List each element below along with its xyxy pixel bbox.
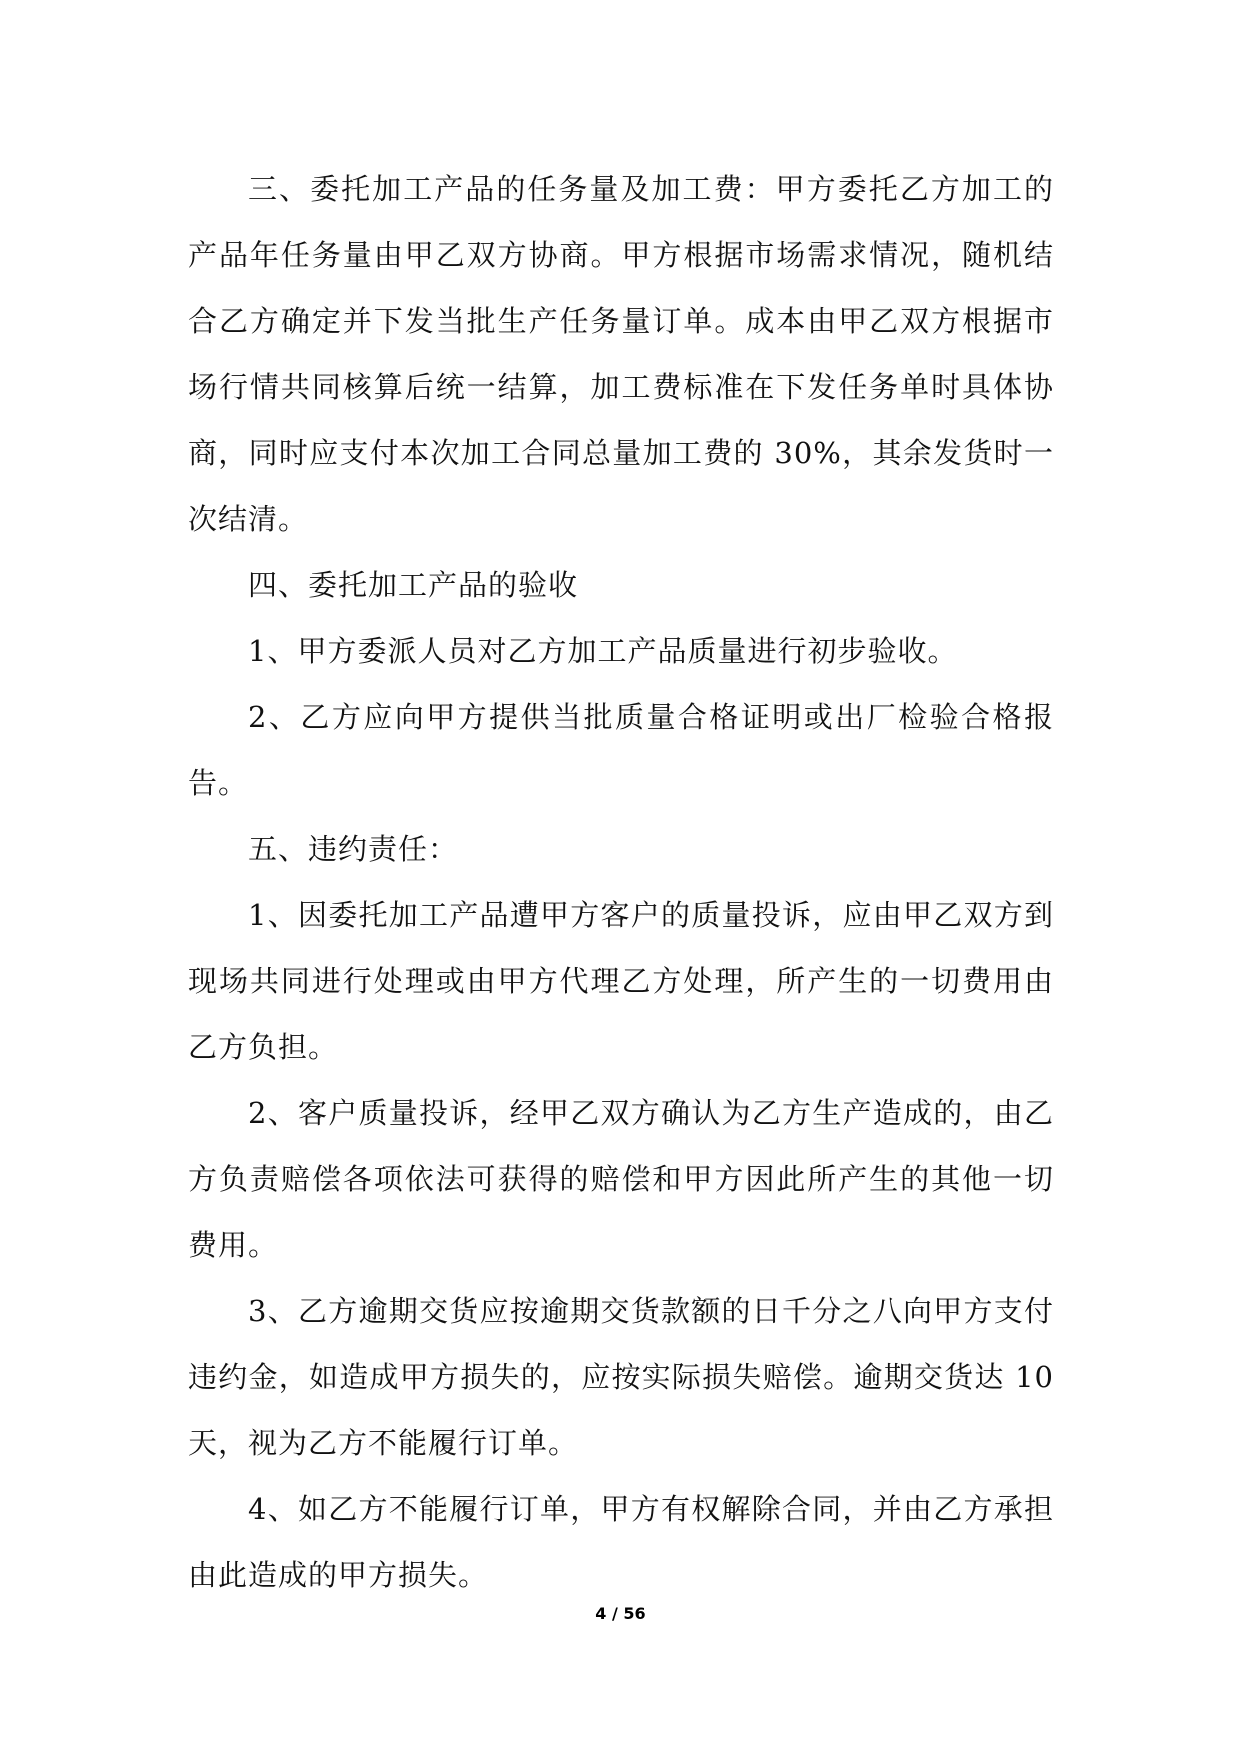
- paragraph-section-5-item-3: 3、乙方逾期交货应按逾期交货款额的日千分之八向甲方支付违约金，如造成甲方损失的，应按实际损失赔偿。逾期交货达 10 天，视为乙方不能履行订单。: [188, 1294, 1054, 1460]
- paragraph-section-5-item-4: 4、如乙方不能履行订单，甲方有权解除合同，并由乙方承担由此造成的甲方损失。: [188, 1492, 1054, 1592]
- document-body: [188, 156, 1054, 1608]
- paragraph-section-4-item-1: 1、甲方委派人员对乙方加工产品质量进行初步验收。: [248, 634, 958, 668]
- paragraph-section-5-heading: 五、违约责任：: [248, 832, 459, 866]
- paragraph-section-4-item-2: 2、乙方应向甲方提供当批质量合格证明或出厂检验合格报告。: [188, 700, 1054, 800]
- page-number: 4 / 56: [595, 1604, 646, 1623]
- paragraph-section-5-item-1: 1、因委托加工产品遭甲方客户的质量投诉，应由甲乙双方到现场共同进行处理或由甲方代理乙方处理，所产生的一切费用由乙方负担。: [188, 898, 1054, 1064]
- paragraph-section-3-processing-fee: 三、委托加工产品的任务量及加工费：甲方委托乙方加工的产品年任务量由甲乙双方协商。甲方根据市场需求情况，随机结合乙方确定并下发当批生产任务量订单。成本由甲乙双方根据市场行情共同核算后统一结算，加工费标准在下发任务单时具体协商，同时应支付本次加工合同总量加工费的 30%，其余发货时一次结清。: [188, 172, 1054, 536]
- paragraph-section-4-heading: 四、委托加工产品的验收: [248, 568, 579, 602]
- paragraph-section-5-item-2: 2、客户质量投诉，经甲乙双方确认为乙方生产造成的，由乙方负责赔偿各项依法可获得的赔偿和甲方因此所产生的其他一切费用。: [188, 1096, 1054, 1262]
